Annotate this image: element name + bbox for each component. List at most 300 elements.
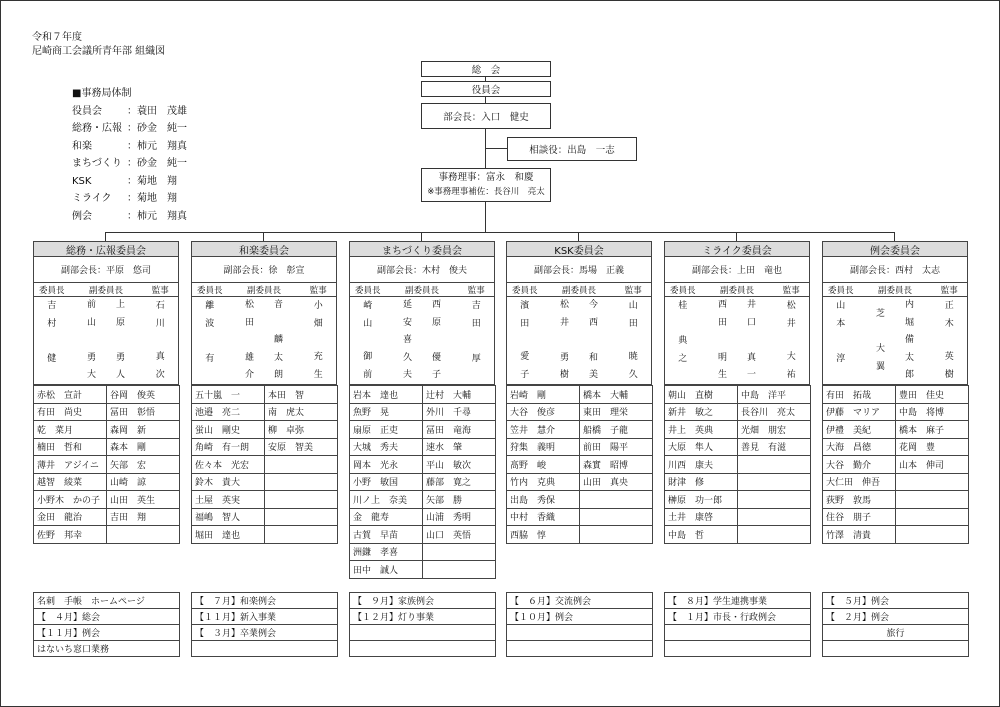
member-cell: 扇原 正吏 xyxy=(350,421,423,439)
name-char: 和 xyxy=(588,352,598,363)
member-cell xyxy=(265,526,338,544)
event-cell: 【 ７月】和楽例会 xyxy=(192,593,338,609)
member-cell: 森實 昭博 xyxy=(580,456,653,474)
connector xyxy=(578,232,579,241)
event-cell: 【 １月】市長・行政例会 xyxy=(665,609,811,625)
member-cell xyxy=(738,474,811,492)
member-cell xyxy=(423,561,496,579)
name-char: 安 xyxy=(402,317,412,328)
staff-area: 例会 xyxy=(72,210,92,222)
name-char: 充 xyxy=(313,352,323,362)
document-title: 尼崎商工会議所青年部 組織図 xyxy=(32,46,166,57)
name-char: 勇 xyxy=(115,352,125,363)
member-cell xyxy=(896,526,969,544)
name-char: 音 xyxy=(273,300,283,311)
role-chair: 委員長 xyxy=(196,285,223,296)
member-cell: 楠田 哲和 xyxy=(34,439,107,457)
member-cell: 越智 綾菜 xyxy=(34,474,107,492)
member-cell: 東田 理栄 xyxy=(580,404,653,422)
name-char: 前 xyxy=(363,369,373,380)
member-list xyxy=(33,385,180,544)
name-char: 祐 xyxy=(786,369,796,380)
event-cell xyxy=(665,625,811,641)
vice-chair-label: 副部会長：上田 竜也 xyxy=(664,257,810,283)
name-char: 大 xyxy=(875,344,885,354)
name-char: 吉 xyxy=(471,301,481,311)
member-cell xyxy=(896,474,969,492)
staff-area: まちづくり xyxy=(72,158,122,169)
member-cell: 金 龍寿 xyxy=(350,509,423,527)
event-list xyxy=(506,592,653,657)
name-char: 田 xyxy=(628,318,638,329)
committee-block xyxy=(349,241,495,385)
name-char: 離 xyxy=(205,301,215,311)
name-char: 人 xyxy=(115,370,125,381)
member-cell: 中島 哲 xyxy=(665,526,738,544)
name-char: 波 xyxy=(205,318,215,329)
member-cell: 大谷 勤介 xyxy=(823,456,896,474)
member-cell: 小野木 かの子 xyxy=(34,491,107,509)
member-cell: 榊原 功一郎 xyxy=(665,491,738,509)
committee-block xyxy=(506,241,652,385)
name-char: 正 xyxy=(944,301,954,311)
name-char: 有 xyxy=(205,353,215,364)
name-char: 井 xyxy=(786,318,796,329)
name-char: 芝 xyxy=(875,309,885,319)
member-cell: 伊禮 美紀 xyxy=(823,421,896,439)
member-list xyxy=(664,385,811,544)
staff-person: ：砂金 純一 xyxy=(127,123,187,134)
staff-person: ：柿元 翔真 xyxy=(127,140,187,152)
member-cell: 有田 拓哉 xyxy=(823,386,896,404)
member-cell: 伊藤 マリア xyxy=(823,404,896,422)
event-list xyxy=(191,592,338,657)
name-char: 西 xyxy=(588,317,598,328)
name-char: 崎 xyxy=(363,301,373,311)
role-header xyxy=(33,283,179,297)
staff-row xyxy=(72,155,187,173)
member-cell: 朝山 直樹 xyxy=(665,386,738,404)
member-cell xyxy=(738,456,811,474)
member-cell: 金田 龍治 xyxy=(34,509,107,527)
name-char: 翼 xyxy=(875,361,885,372)
name-char: 田 xyxy=(717,317,727,328)
vice-chair-label: 副部会長：西村 太志 xyxy=(822,257,968,283)
role-vice: 副委員長 xyxy=(404,285,439,296)
vice-chair-label: 副部会長：徐 彰宣 xyxy=(191,257,337,283)
member-cell: 魚野 晃 xyxy=(350,404,423,422)
chair-box: 部会長：入口 健史 xyxy=(421,103,551,129)
member-cell xyxy=(896,491,969,509)
role-header xyxy=(349,283,495,297)
name-char: 今 xyxy=(588,300,598,311)
member-cell: 堀田 達也 xyxy=(192,526,265,544)
name-char: 山 xyxy=(836,301,846,311)
name-char: 木 xyxy=(944,318,954,329)
name-char: 太 xyxy=(273,352,283,363)
role-auditor: 監事 xyxy=(624,285,642,296)
staff-area: ミライク xyxy=(72,193,112,204)
name-char: 朗 xyxy=(273,370,283,381)
event-cell: 名刺 手帳 ホームページ xyxy=(34,593,180,609)
committee-header: KSK委員会 xyxy=(506,241,652,257)
member-cell: 山田 英生 xyxy=(107,491,180,509)
member-cell: 大仁田 伸吾 xyxy=(823,474,896,492)
director-box xyxy=(421,168,551,202)
name-char: 堀 xyxy=(904,317,914,328)
officer-names xyxy=(191,297,337,385)
name-char: 真 xyxy=(746,352,756,363)
event-cell: はないち窓口業務 xyxy=(34,641,180,657)
member-cell: 谷岡 俊英 xyxy=(107,386,180,404)
name-char: 生 xyxy=(717,370,727,381)
name-char: 村 xyxy=(47,318,57,329)
member-list xyxy=(822,385,969,544)
member-cell xyxy=(580,491,653,509)
member-cell xyxy=(738,491,811,509)
event-cell xyxy=(507,625,653,641)
member-cell xyxy=(265,509,338,527)
event-cell xyxy=(192,641,338,657)
staff-person: ：菊地 翔 xyxy=(127,175,177,187)
member-cell: 柳 卓弥 xyxy=(265,421,338,439)
member-cell: 中村 香織 xyxy=(507,509,580,527)
staff-area: 総務・広報 xyxy=(72,123,122,134)
member-cell: 大原 隼人 xyxy=(665,439,738,457)
staff-area: KSK xyxy=(72,175,92,187)
member-cell: 出島 秀保 xyxy=(507,491,580,509)
member-cell xyxy=(896,509,969,527)
committee-block xyxy=(191,241,337,385)
committee-header: 和楽委員会 xyxy=(191,241,337,257)
name-char: 暁 xyxy=(628,352,638,362)
member-cell: 小野 敏国 xyxy=(350,474,423,492)
member-cell: 岩本 達也 xyxy=(350,386,423,404)
name-char: 真 xyxy=(155,352,165,362)
member-cell: 岡本 光永 xyxy=(350,456,423,474)
name-char: 松 xyxy=(786,301,796,311)
name-char: 井 xyxy=(746,300,756,311)
member-cell xyxy=(580,526,653,544)
name-char: 備 xyxy=(904,335,914,346)
name-char: 麟 xyxy=(273,335,283,346)
member-cell: 橋本 大輔 xyxy=(580,386,653,404)
member-cell: 吉田 翔 xyxy=(107,509,180,527)
role-vice: 副委員長 xyxy=(246,285,281,296)
event-cell: 【 ８月】学生連携事業 xyxy=(665,593,811,609)
member-cell: 田中 誠人 xyxy=(350,561,423,579)
member-cell: 髙野 峻 xyxy=(507,456,580,474)
role-auditor: 監事 xyxy=(467,285,485,296)
event-cell xyxy=(350,625,496,641)
connector xyxy=(263,232,264,241)
event-cell xyxy=(665,641,811,657)
name-char: 健 xyxy=(47,353,57,364)
member-cell: 山本 伸司 xyxy=(896,456,969,474)
name-char: 田 xyxy=(520,318,530,329)
member-cell: 赤松 宣計 xyxy=(34,386,107,404)
member-cell: 住谷 朋子 xyxy=(823,509,896,527)
member-cell: 財津 修 xyxy=(665,474,738,492)
role-vice: 副委員長 xyxy=(877,285,912,296)
member-cell: 笠井 慧介 xyxy=(507,421,580,439)
member-cell: 西脇 惇 xyxy=(507,526,580,544)
event-list xyxy=(822,592,969,657)
member-cell: 船橋 子龍 xyxy=(580,421,653,439)
name-char: 前 xyxy=(86,300,96,311)
member-cell: 平山 敏次 xyxy=(423,456,496,474)
staff-person: ：柿元 翔真 xyxy=(127,210,187,222)
member-cell: 豊田 佳史 xyxy=(896,386,969,404)
name-char: 濱 xyxy=(520,301,530,311)
name-char: 之 xyxy=(678,353,688,364)
member-cell xyxy=(265,456,338,474)
committee-block xyxy=(33,241,179,385)
member-cell: 土屋 英実 xyxy=(192,491,265,509)
director-label: 事務理事：富永 和慶 xyxy=(438,172,534,183)
member-cell: 池邉 亮二 xyxy=(192,404,265,422)
name-char: 延 xyxy=(402,300,412,311)
name-char: 松 xyxy=(559,300,569,311)
committee-bus-line xyxy=(105,232,895,233)
name-char: 小 xyxy=(313,301,323,311)
member-cell: 蛍山 剛史 xyxy=(192,421,265,439)
role-chair: 委員長 xyxy=(827,285,854,296)
connector xyxy=(485,148,507,149)
name-char: 田 xyxy=(244,317,254,328)
role-auditor: 監事 xyxy=(309,285,327,296)
member-cell: 川西 康夫 xyxy=(665,456,738,474)
event-cell xyxy=(350,641,496,657)
event-cell: 旅行 xyxy=(823,625,969,641)
member-cell: 森本 剛 xyxy=(107,439,180,457)
role-header xyxy=(822,283,968,297)
member-cell: 大城 秀夫 xyxy=(350,439,423,457)
event-cell: 【 ５月】例会 xyxy=(823,593,969,609)
name-char: 山 xyxy=(363,318,373,329)
member-cell: 荻野 敦馬 xyxy=(823,491,896,509)
role-header xyxy=(191,283,337,297)
name-char: 雄 xyxy=(244,352,254,363)
staff-person: ：蓑田 茂雄 xyxy=(127,105,187,117)
name-char: 一 xyxy=(746,370,756,381)
member-cell: 速水 肇 xyxy=(423,439,496,457)
vice-chair-label: 副部会長：木村 俊夫 xyxy=(349,257,495,283)
name-char: 田 xyxy=(471,318,481,329)
member-cell: 鈴木 貴大 xyxy=(192,474,265,492)
name-char: 松 xyxy=(244,300,254,311)
event-cell: 【 ４月】総会 xyxy=(34,609,180,625)
member-cell: 新井 敏之 xyxy=(665,404,738,422)
name-char: 口 xyxy=(746,317,756,328)
name-char: 愛 xyxy=(520,352,530,362)
name-char: 厚 xyxy=(471,353,481,364)
member-cell: 山田 真央 xyxy=(580,474,653,492)
name-char: 夫 xyxy=(402,370,412,381)
role-chair: 委員長 xyxy=(511,285,538,296)
name-char: 久 xyxy=(628,369,638,380)
event-cell: 【１１月】例会 xyxy=(34,625,180,641)
name-char: 郎 xyxy=(904,370,914,381)
member-cell: 竹澤 清貴 xyxy=(823,526,896,544)
name-char: 西 xyxy=(431,300,441,311)
member-cell: 薄井 アジイニ xyxy=(34,456,107,474)
member-cell: 古賀 早苗 xyxy=(350,526,423,544)
event-cell: 【 ２月】例会 xyxy=(823,609,969,625)
deputy-director-label: ※事務理事補佐：長谷川 亮太 xyxy=(427,187,545,197)
staff-row xyxy=(72,103,187,121)
name-char: 井 xyxy=(559,317,569,328)
committee-header: 総務・広報委員会 xyxy=(33,241,179,257)
name-char: 内 xyxy=(904,300,914,311)
board-box: 役員会 xyxy=(421,81,551,97)
vice-chair-label: 副部会長：平原 悠司 xyxy=(33,257,179,283)
member-cell xyxy=(423,544,496,562)
name-char: 川 xyxy=(155,318,165,329)
committee-header: 例会委員会 xyxy=(822,241,968,257)
general-assembly-box: 総 会 xyxy=(421,61,551,77)
role-auditor: 監事 xyxy=(151,285,169,296)
role-header xyxy=(506,283,652,297)
name-char: 御 xyxy=(363,352,373,362)
event-cell: 【 ６月】交流例会 xyxy=(507,593,653,609)
member-list xyxy=(349,385,496,579)
member-cell: 橋本 麻子 xyxy=(896,421,969,439)
name-char: 畑 xyxy=(313,318,323,329)
committee-header: まちづくり委員会 xyxy=(349,241,495,257)
name-char: 樹 xyxy=(559,370,569,381)
member-cell xyxy=(265,491,338,509)
name-char: 子 xyxy=(431,370,441,381)
member-cell: 大海 昌徳 xyxy=(823,439,896,457)
member-list xyxy=(506,385,653,544)
member-cell: 冨田 竜海 xyxy=(423,421,496,439)
name-char: 英 xyxy=(944,352,954,362)
event-cell xyxy=(507,641,653,657)
name-char: 久 xyxy=(402,352,412,363)
document-year: 令和７年度 xyxy=(32,32,82,43)
committee-block xyxy=(664,241,810,385)
member-cell xyxy=(580,509,653,527)
name-char: 原 xyxy=(115,317,125,328)
member-cell: 井上 英典 xyxy=(665,421,738,439)
member-cell: 岩崎 剛 xyxy=(507,386,580,404)
member-cell: 山崎 諒 xyxy=(107,474,180,492)
member-cell: 安原 智美 xyxy=(265,439,338,457)
name-char: 上 xyxy=(115,300,125,311)
member-cell: 本田 智 xyxy=(265,386,338,404)
name-char: 優 xyxy=(431,352,441,363)
name-char: 大 xyxy=(786,352,796,362)
member-cell: 前田 陽平 xyxy=(580,439,653,457)
name-char: 西 xyxy=(717,300,727,311)
role-vice: 副委員長 xyxy=(88,285,123,296)
advisor-box: 相談役：出島 一志 xyxy=(507,137,637,161)
connector xyxy=(485,202,486,232)
name-char: 本 xyxy=(836,318,846,329)
role-chair: 委員長 xyxy=(354,285,381,296)
staff-person: ：菊地 翔 xyxy=(127,193,177,204)
member-cell: 狩集 義明 xyxy=(507,439,580,457)
name-char: 明 xyxy=(717,352,727,363)
member-cell: 洲鎌 孝喜 xyxy=(350,544,423,562)
member-cell: 中島 洋平 xyxy=(738,386,811,404)
officer-names xyxy=(349,297,495,385)
committee-block xyxy=(822,241,968,385)
name-char: 太 xyxy=(904,352,914,363)
staff-heading: ■事務局体制 xyxy=(72,88,132,99)
role-vice: 副委員長 xyxy=(719,285,754,296)
event-cell xyxy=(823,641,969,657)
name-char: 樹 xyxy=(944,369,954,380)
role-auditor: 監事 xyxy=(940,285,958,296)
name-char: 勇 xyxy=(86,352,96,363)
name-char: 吉 xyxy=(47,301,57,311)
vice-chair-label: 副部会長：馬場 正義 xyxy=(506,257,652,283)
connector xyxy=(736,232,737,241)
event-cell: 【１０月】例会 xyxy=(507,609,653,625)
role-chair: 委員長 xyxy=(669,285,696,296)
member-cell: 山浦 秀明 xyxy=(423,509,496,527)
member-cell: 竹内 克典 xyxy=(507,474,580,492)
officer-names xyxy=(506,297,652,385)
member-cell: 矢部 宏 xyxy=(107,456,180,474)
staff-row xyxy=(72,190,187,208)
staff-row xyxy=(72,173,187,191)
staff-person: ：砂金 純一 xyxy=(127,158,187,169)
name-char: 勇 xyxy=(559,352,569,363)
name-char: 原 xyxy=(431,317,441,328)
event-list xyxy=(664,592,811,657)
member-cell: 善見 有滋 xyxy=(738,439,811,457)
staff-row xyxy=(72,120,187,138)
member-cell: 花岡 豊 xyxy=(896,439,969,457)
name-char: 淳 xyxy=(836,353,846,364)
officer-names xyxy=(822,297,968,385)
committee-header: ミライク委員会 xyxy=(664,241,810,257)
officer-names xyxy=(664,297,810,385)
member-cell xyxy=(738,526,811,544)
member-cell: 角崎 有一朗 xyxy=(192,439,265,457)
name-char: 喜 xyxy=(402,335,412,346)
member-cell xyxy=(265,474,338,492)
event-cell: 【 ３月】卒業例会 xyxy=(192,625,338,641)
member-cell: 土井 康啓 xyxy=(665,509,738,527)
connector xyxy=(105,232,106,241)
role-chair: 委員長 xyxy=(38,285,65,296)
officer-names xyxy=(33,297,179,385)
role-header xyxy=(664,283,810,297)
name-char: 次 xyxy=(155,369,165,380)
event-list xyxy=(349,592,496,657)
role-vice: 副委員長 xyxy=(561,285,596,296)
member-cell: 乾 菜月 xyxy=(34,421,107,439)
member-cell: 山口 英悟 xyxy=(423,526,496,544)
role-auditor: 監事 xyxy=(782,285,800,296)
member-cell xyxy=(738,509,811,527)
member-cell: 光畑 朋宏 xyxy=(738,421,811,439)
event-cell: 【 ９月】家族例会 xyxy=(350,593,496,609)
member-cell: 中島 将博 xyxy=(896,404,969,422)
name-char: 子 xyxy=(520,369,530,380)
member-cell: 南 虎太 xyxy=(265,404,338,422)
name-char: 典 xyxy=(678,336,688,346)
event-list xyxy=(33,592,180,657)
event-cell: 【１１月】新入事業 xyxy=(192,609,338,625)
member-cell: 森岡 新 xyxy=(107,421,180,439)
member-cell xyxy=(107,526,180,544)
staff-area: 和楽 xyxy=(72,140,92,152)
